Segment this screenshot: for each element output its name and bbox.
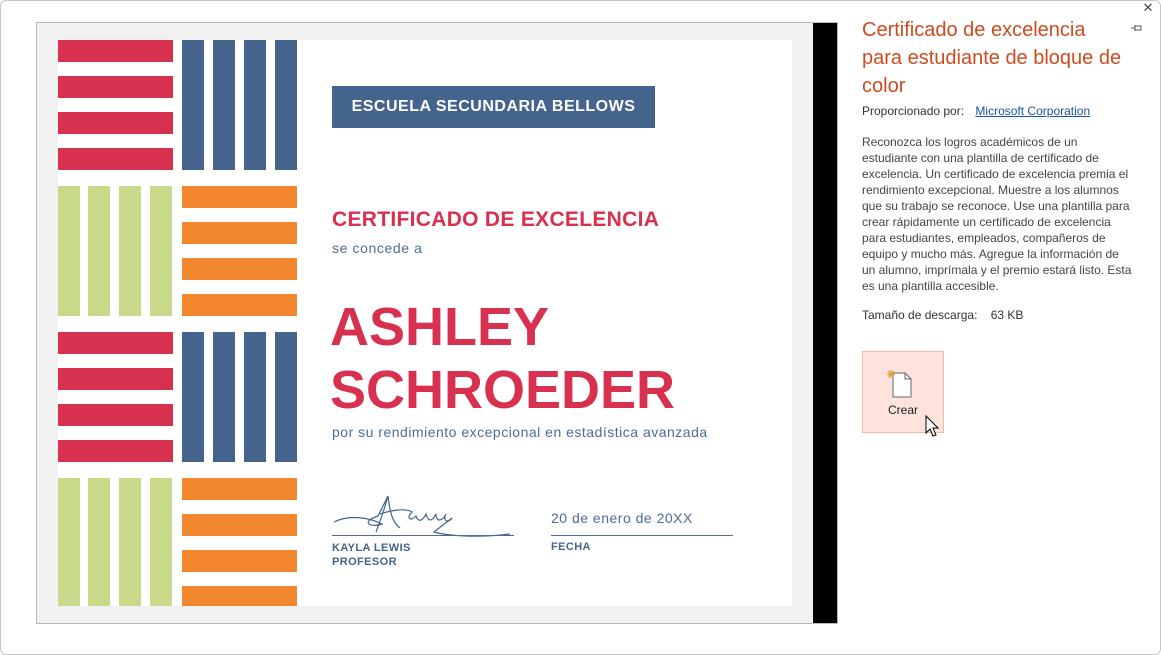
close-icon[interactable]: ✕ (1142, 0, 1154, 15)
mouse-pointer-icon (925, 415, 941, 439)
template-preview (36, 22, 838, 624)
preview-edge-strip (813, 23, 837, 623)
download-size-label: Tamaño de descarga: (862, 308, 978, 322)
provided-by-label: Proporcionado por: (862, 104, 965, 118)
pin-icon[interactable] (1130, 21, 1144, 35)
certificate-title: CERTIFICADO DE EXCELENCIA (332, 208, 660, 231)
granted-to-text: se concede a (332, 240, 423, 256)
new-document-icon (887, 369, 917, 399)
school-name-banner: ESCUELA SECUNDARIA BELLOWS (332, 86, 655, 128)
provider-row (862, 104, 1090, 118)
provider-link[interactable]: Microsoft Corporation (975, 104, 1091, 118)
signature-image (330, 492, 520, 538)
date-line (551, 535, 733, 536)
award-reason: por su rendimiento excepcional en estadística avanzada (332, 424, 708, 440)
template-title: Certificado de excelencia para estudiante de bloque de color (862, 19, 1122, 97)
certificate-page (58, 40, 792, 606)
signature-line (332, 535, 514, 536)
signer-name: KAYLA LEWIS (332, 542, 411, 554)
download-size-row (862, 308, 1023, 322)
date-label: FECHA (551, 541, 591, 553)
recipient-first-name: ASHLEY (330, 297, 550, 357)
color-block-pattern (58, 40, 298, 606)
award-date: 20 de enero de 20XX (551, 510, 693, 526)
download-size-value: 63 KB (990, 308, 1024, 322)
signer-block (332, 541, 411, 569)
signer-role: PROFESOR (332, 556, 397, 568)
template-description: Reconozca los logros académicos de un estudiante con una plantilla de certificado de excelencia. Un certificado de excelencia premia el rendimiento excepcional. Muestre a los alumnos que su trabajo se reconoce. Use una plantilla para crear rápidamente un certificado de excelencia para estudiantes, empleados, compañeros de equipo y mucho más. Agregue la información de un alumno, imprímala y el premio estará listo. Esta es una plantilla accesible. (862, 135, 1132, 293)
recipient-last-name: SCHROEDER (330, 360, 676, 420)
create-button-label: Crear (887, 403, 918, 417)
